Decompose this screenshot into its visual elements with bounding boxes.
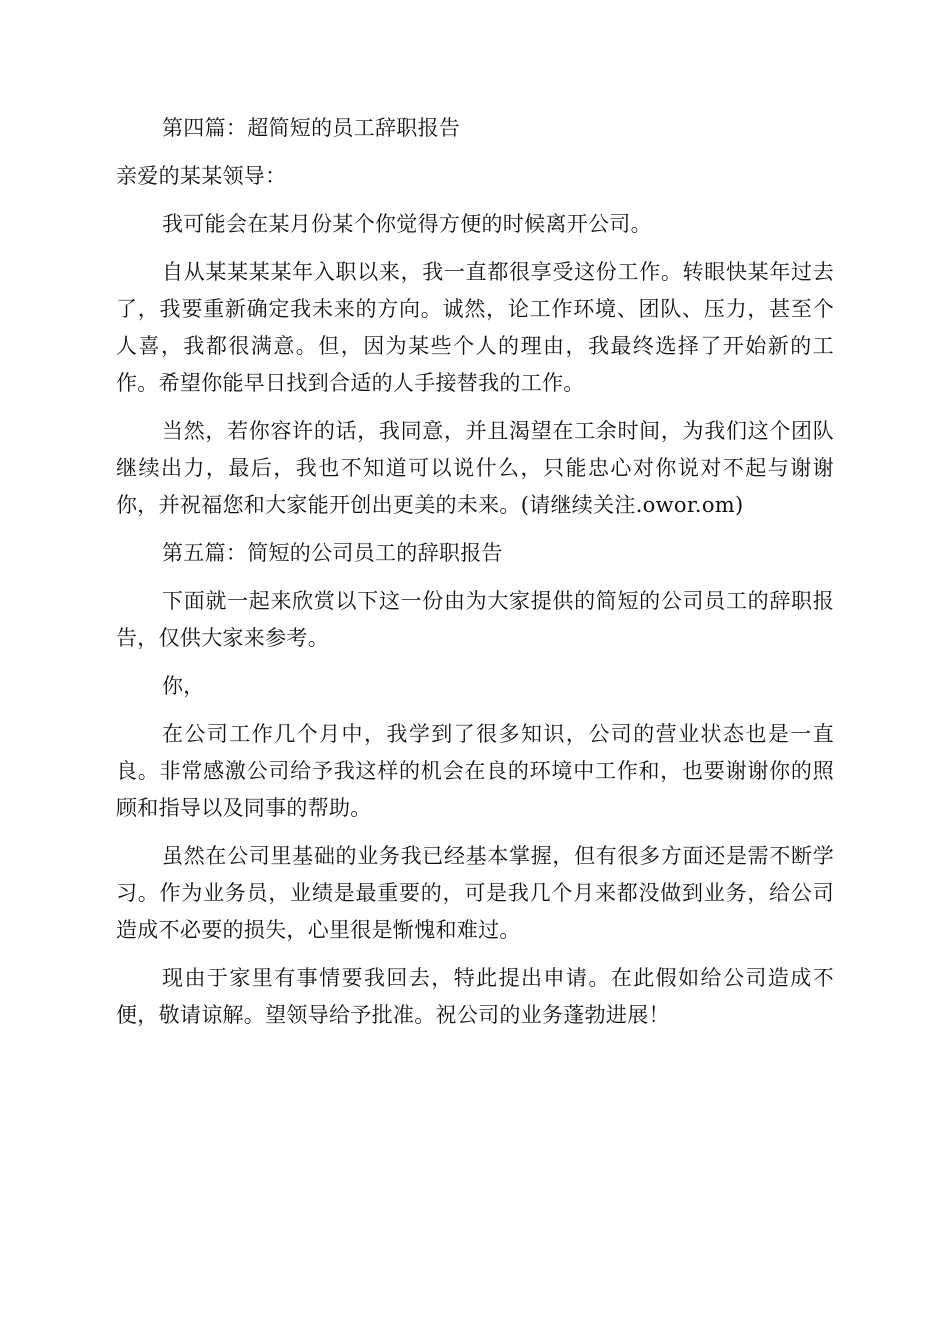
paragraph-performance: 虽然在公司里基础的业务我已经基本掌握，但有很多方面还是需不断学习。作为业务员，业绩是最重要的，可是我几个月来都没做到业务，给公司造成不必要的损失，心里很是惭愧和难过。 (116, 844, 834, 942)
paragraph-intro: 下面就一起来欣赏以下这一份由为大家提供的简短的公司员工的辞职报告，仅供大家来参考。 (116, 589, 834, 650)
salutation-you: 你， (162, 674, 205, 698)
salutation-leader: 亲爱的某某领导： (116, 164, 287, 188)
document-body (116, 110, 834, 1045)
paragraph-leave-intent: 我可能会在某月份某个你觉得方便的时候离开公司。 (162, 212, 652, 236)
section-heading-5: 第五篇：简短的公司员工的辞职报告 (162, 541, 503, 565)
paragraph-gratitude: 在公司工作几个月中，我学到了很多知识，公司的营业状态也是一直良。非常感激公司给予我这样的机会在良的环境中工作和，也要谢谢你的照顾和指导以及同事的帮助。 (116, 722, 834, 820)
paragraph-thanks: 当然，若你容许的话，我同意，并且渴望在工余时间，为我们这个团队继续出力，最后，我也不知道可以说什么，只能忠心对你说对不起与谢谢你，并祝福您和大家能开创出更美的未来。(请继续关注.owor.om) (116, 419, 834, 517)
paragraph-reason: 自从某某某某年入职以来，我一直都很享受这份工作。转眼快某年过去了，我要重新确定我未来的方向。诚然，论工作环境、团队、压力，甚至个人喜，我都很满意。但，因为某些个人的理由，我最终选择了开始新的工作。希望你能早日找到合适的人手接替我的工作。 (116, 260, 834, 395)
section-heading-4: 第四篇：超简短的员工辞职报告 (162, 116, 461, 140)
paragraph-request: 现由于家里有事情要我回去，特此提出申请。在此假如给公司造成不便，敬请谅解。望领导给予批准。祝公司的业务蓬勃进展！ (116, 966, 834, 1027)
